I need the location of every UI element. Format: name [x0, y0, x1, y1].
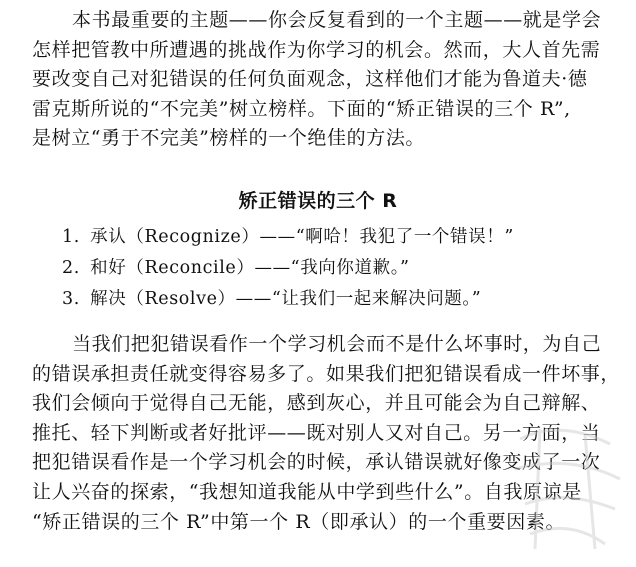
- list-item-number: 1.: [62, 227, 80, 247]
- list-item-number: 3.: [62, 289, 80, 309]
- list-item-text: 承认（Recognize）——“啊哈！我犯了一个错误！”: [90, 227, 514, 247]
- paragraph-line: 要改变自己对犯错误的任何负面观念，这样他们才能为鲁道夫·德: [32, 68, 588, 91]
- list-item-text: 解决（Resolve）——“让我们一起来解决问题。”: [90, 289, 482, 309]
- paragraph-line: “矫正错误的三个 R”中第一个 R（即承认）的一个重要因素。: [32, 510, 566, 533]
- intro-paragraph: [32, 6, 628, 154]
- paragraph-line: 我们会倾向于觉得自己无能，感到灰心，并且可能会为自己辩解、: [32, 392, 601, 415]
- paragraph-line: 怎样把管教中所遭遇的挑战作为你学习的机会。然而，大人首先需: [32, 38, 601, 61]
- body-paragraph: [32, 330, 628, 537]
- three-r-list: [62, 222, 514, 315]
- list-item-text: 和好（Reconcile）——“我向你道歉。”: [90, 258, 410, 278]
- list-item: [62, 253, 514, 284]
- list-item: [62, 284, 514, 315]
- section-heading: 矫正错误的三个 R: [238, 190, 398, 212]
- paragraph-line: 把犯错误看作是一个学习机会的时候，承认错误就好像变成了一次: [32, 451, 601, 474]
- paragraph-line: 雷克斯所说的“不完美”树立榜样。下面的“矫正错误的三个 R”,: [32, 97, 571, 120]
- paragraph-line: 当我们把犯错误看作一个学习机会而不是什么坏事时，为自己: [72, 333, 602, 355]
- paragraph-line: 的错误承担责任就变得容易多了。如果我们把犯错误看成一件坏事，: [32, 362, 621, 385]
- paragraph-line: 推托、轻下判断或者好批评——既对别人又对自己。另一方面，当: [32, 421, 601, 444]
- paragraph-line: 是树立“勇于不完美”榜样的一个绝佳的方法。: [32, 127, 426, 150]
- list-item-number: 2.: [62, 258, 80, 278]
- list-item: [62, 222, 514, 253]
- paragraph-line: 让人兴奋的探索，“我想知道我能从中学到些什么”。自我原谅是: [32, 480, 582, 503]
- paragraph-line: 本书最重要的主题——你会反复看到的一个主题——就是学会: [72, 9, 602, 31]
